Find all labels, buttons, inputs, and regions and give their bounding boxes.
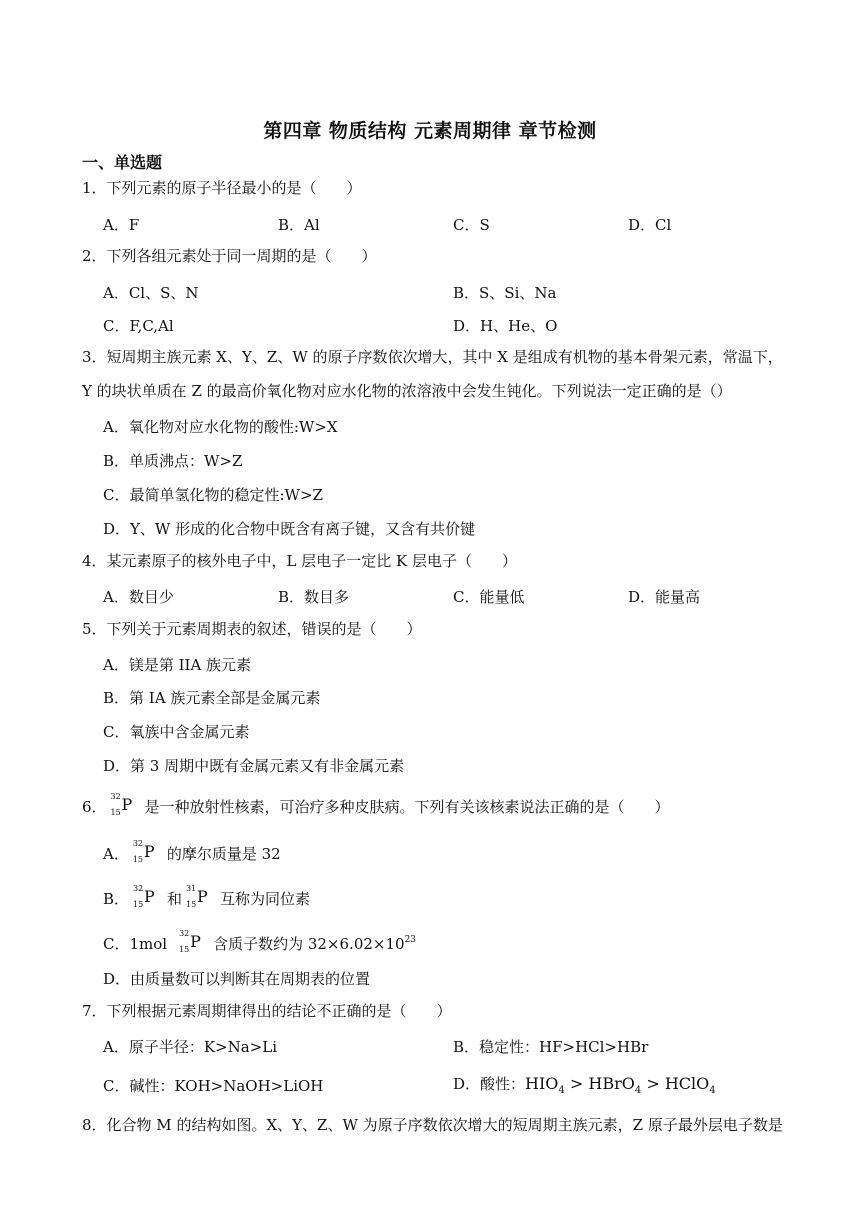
option-letter: C．1mol <box>103 935 168 953</box>
q7-option-a: A．原子半径：K>Na>Li <box>103 1038 278 1056</box>
q3-option-d: D．Y、W 形成的化合物中既含有离子键，又含有共价键 <box>103 520 476 538</box>
element-symbol: P <box>190 932 201 951</box>
atomic-number: 15 <box>133 900 144 909</box>
element-symbol: P <box>197 887 208 906</box>
q6-option-a <box>103 839 281 867</box>
question-2-stem: 2．下列各组元素处于同一周期的是（ ） <box>82 247 377 265</box>
subscript: 4 <box>634 1085 642 1097</box>
q5-option-b: B．第 IA 族元素全部是金属元素 <box>103 689 321 707</box>
subscript: 4 <box>558 1085 565 1097</box>
formula-part: HBrO <box>588 1074 635 1093</box>
operator: > <box>646 1074 660 1093</box>
q5-option-c: C．氧族中含金属元素 <box>103 723 250 741</box>
question-7-stem: 7．下列根据元素周期律得出的结论不正确的是（ ） <box>82 1002 452 1020</box>
mass-number: 32 <box>110 792 121 801</box>
q5-option-a: A．镁是第 IIA 族元素 <box>103 656 252 674</box>
element-symbol: P <box>144 887 155 906</box>
q4-option-c: C．能量低 <box>453 588 525 606</box>
element-symbol: P <box>121 795 133 814</box>
q4-option-b: B．数目多 <box>278 588 350 606</box>
q4-option-a: A．数目少 <box>103 588 174 606</box>
formula-part: HIO <box>525 1074 559 1093</box>
question-5-stem: 5．下列关于元素周期表的叙述，错误的是（ ） <box>82 620 422 638</box>
q2-option-b: B．S、Si、Na <box>453 284 557 302</box>
question-3-stem-line-2: Y 的块状单质在 Z 的最高价氧化物对应水化物的浓溶液中会发生钝化。下列说法一定正确的是（） <box>82 382 732 400</box>
mass-number: 32 <box>133 884 144 893</box>
nuclide-p32 <box>179 929 207 957</box>
q5-option-d: D．第 3 周期中既有金属元素又有非金属元素 <box>103 757 405 775</box>
option-text: 互称为同位素 <box>220 890 311 908</box>
question-8-stem: 8．化合物 M 的结构如图。X、Y、Z、W 为原子序数依次增大的短周期主族元素，Z 原子最外层电子数是 <box>82 1116 783 1134</box>
atomic-number: 15 <box>179 945 190 954</box>
q7-option-c: C．碱性：KOH>NaOH>LiOH <box>103 1077 324 1095</box>
mass-number: 31 <box>186 884 197 893</box>
atomic-number: 15 <box>110 808 121 817</box>
section-heading: 一、单选题 <box>82 153 163 172</box>
question-1-stem: 1．下列元素的原子半径最小的是（ ） <box>82 179 362 197</box>
mass-number: 32 <box>179 929 190 938</box>
q6-option-b <box>103 884 310 912</box>
q6-number: 6． <box>82 798 107 816</box>
option-text: 含质子数约为 32×6.02×10 <box>213 935 405 953</box>
q6-option-c <box>103 929 416 957</box>
q7-option-b: B．稳定性：HF>HCl>HBr <box>453 1038 649 1056</box>
subscript: 4 <box>709 1085 716 1097</box>
atomic-number: 15 <box>132 855 144 864</box>
nuclide-p32 <box>111 792 139 820</box>
nuclide-p32 <box>133 884 161 912</box>
q6-option-d: D．由质量数可以判断其在周期表的位置 <box>103 970 371 988</box>
q3-option-a: A．氧化物对应水化物的酸性:W>X <box>103 418 338 436</box>
formula-part: HClO <box>664 1074 710 1093</box>
option-text: 和 <box>167 890 183 908</box>
element-symbol: P <box>143 842 155 861</box>
q1-option-b: B．Al <box>278 216 320 234</box>
atomic-number: 15 <box>186 900 197 909</box>
option-letter: B． <box>103 890 130 908</box>
q2-option-d: D．H、He、O <box>453 317 558 335</box>
question-3-stem-line-1: 3．短周期主族元素 X、Y、Z、W 的原子序数依次增大，其中 X 是组成有机物的基本骨架元素，常温下， <box>82 348 783 366</box>
nuclide-p31 <box>186 884 214 912</box>
q7-option-d <box>453 1074 716 1101</box>
q4-option-d: D．能量高 <box>628 588 701 606</box>
q1-option-d: D．Cl <box>628 216 672 234</box>
formula <box>525 1074 716 1097</box>
operator: > <box>569 1074 584 1093</box>
q1-option-a: A．F <box>103 216 140 234</box>
q2-option-c: C．F,C,Al <box>103 317 174 335</box>
question-4-stem: 4．某元素原子的核外电子中，L 层电子一定比 K 层电子（ ） <box>82 552 518 570</box>
question-6-stem <box>82 792 670 820</box>
q3-option-c: C．最简单氢化物的稳定性:W>Z <box>103 486 323 504</box>
exponent: 23 <box>404 935 417 945</box>
option-letter: D．酸性： <box>453 1075 526 1093</box>
q3-option-b: B．单质沸点：W>Z <box>103 452 243 470</box>
q2-option-a: A．Cl、S、N <box>103 284 199 302</box>
q6-stem-text: 是一种放射性核素，可治疗多种皮肤病。下列有关该核素说法正确的是（ ） <box>144 798 670 816</box>
q1-option-c: C．S <box>453 216 490 234</box>
page-title: 第四章 物质结构 元素周期律 章节检测 <box>263 120 597 142</box>
option-text: 的摩尔质量是 32 <box>166 845 281 863</box>
nuclide-p32 <box>133 839 161 867</box>
option-letter: A． <box>103 845 129 863</box>
mass-number: 32 <box>132 839 144 848</box>
